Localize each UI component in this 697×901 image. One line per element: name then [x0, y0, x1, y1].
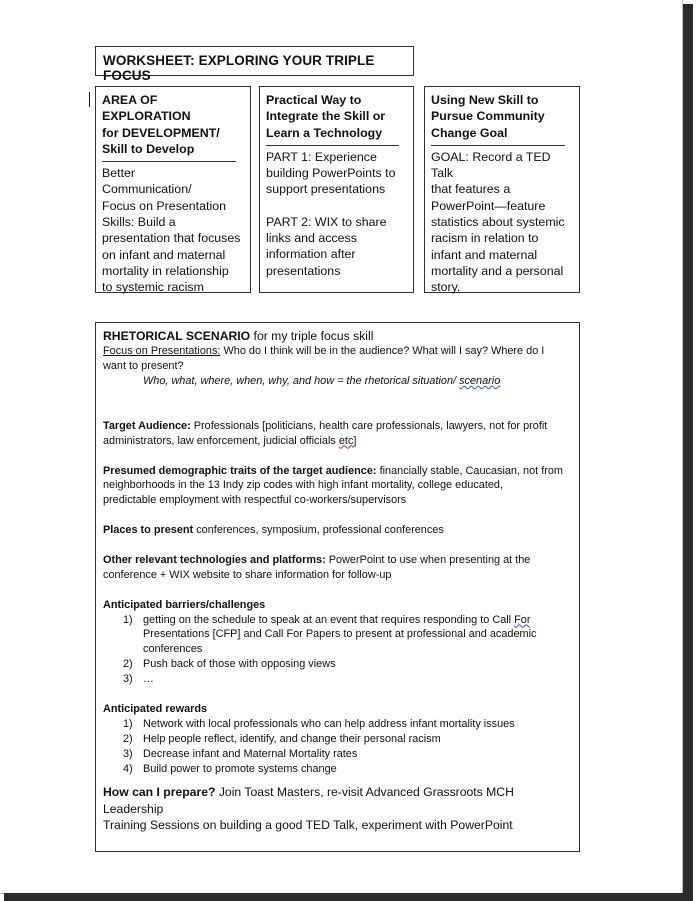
list-item: 1) Network with local professionals who can help address infant mortality issues: [123, 717, 515, 730]
prepare-paragraph: How can I prepare? Join Toast Masters, re-visit Advanced Grassroots MCH Leadership: [103, 785, 514, 816]
rewards-heading: Anticipated rewards: [103, 702, 208, 715]
target-audience: Target Audience: Professionals [politicians, health care professionals, lawyers, not for profit: [103, 419, 548, 432]
rhetorical-situation-line: Who, what, where, when, why, and how = the rhetorical situation/ scenario: [143, 375, 501, 388]
column-heading: AREA OF EXPLORATION for DEVELOPMENT/ Skill to Develop: [102, 93, 220, 156]
heading-rule: [102, 161, 236, 162]
page-shadow-bottom: [4, 893, 693, 901]
list-item: 3) …: [123, 673, 154, 686]
places-to-present: Places to present conferences, symposium, professional conferences: [103, 524, 444, 537]
part-2: PART 2: WIX to share links and access information after presentations: [266, 214, 387, 278]
page-shadow-right: [683, 4, 693, 897]
barriers-list: [103, 613, 572, 688]
column-community-change-goal: [424, 86, 580, 293]
scenario-heading: RHETORICAL SCENARIO for my triple focus skill: [103, 329, 374, 343]
rewards-list: [103, 717, 572, 777]
column-heading: Practical Way to Integrate the Skill or Learn a Technology: [266, 93, 386, 140]
column-heading: Using New Skill to Pursue Community Change Goal: [431, 93, 545, 140]
text-cursor: [89, 92, 90, 107]
heading-rule: [266, 145, 399, 146]
list-item: 3) Decrease infant and Maternal Mortality rates: [123, 747, 358, 760]
list-item: 2) Push back of those with opposing views: [123, 658, 336, 671]
heading-rule: [431, 145, 565, 146]
worksheet-title: WORKSHEET: EXPLORING YOUR TRIPLE FOCUS: [95, 46, 414, 76]
other-technologies: Other relevant technologies and platforms: PowerPoint to use when presenting at the: [103, 553, 531, 566]
barriers-heading: Anticipated barriers/challenges: [103, 598, 266, 611]
column-body: GOAL: Record a TED Talk that features a PowerPoint—feature statistics about systemic racism in relation to infant and maternal mortality and a personal story.: [431, 149, 565, 295]
part-1: PART 1: Experience building PowerPoints to support presentations: [266, 149, 396, 197]
list-item: 2) Help people reflect, identify, and change their personal racism: [123, 732, 441, 745]
list-item: 1) getting on the schedule to speak at an event that requires responding to Call For Presentations [CFP] and Call For Papers to present at professional and academic conferences: [123, 613, 537, 656]
demographic-traits: Presumed demographic traits of the target audience: financially stable, Caucasian, not from: [103, 464, 563, 477]
rhetorical-scenario-box: RHETORICAL SCENARIO for my triple focus skill Focus on Presentations: Who do I think will be in the audience? What will I say? Where do I want to present? Who, what, where, when, why, and how = the rhetorical situation/ scenario Target Audience: Professionals [politicians, health care professionals, lawyers, not for profit administrators, law enforcement, judicial officials etc] Presumed demographic traits of the target audience: financially stable, Caucasian, not from neighborhoods in the 13 Indy zip codes with high infant mortality, college educated, predictable employment with respectful co-workers/supervisors Places to present conferences, symposium, professional conferences Other relevant technologies and platforms: PowerPoint to use when presenting at the conference + WIX website to share information for follow-up Anticipated barriers/challenges 1) getting on the schedule to speak at an event that requires responding to Call For Presentations [CFP] and Call For Papers to present at professional and academic conferences 2) Push back of those with opposing views 3) … Anticipated rewards 1) Network with local professionals who can help address infant mortality issues 2) Help people reflect, identify, and change their personal racism 3) Decrease infant and Maternal Mortality rates 4) Build power to promote systems change How can I prepare? Join Toast Masters, re-visit Advanced Grassroots MCH Leadership Training Sessions on building a good TED Talk, experiment with PowerPoint: [95, 322, 580, 852]
column-area-of-exploration: [95, 86, 251, 293]
list-item: 4) Build power to promote systems change: [123, 762, 337, 775]
focus-paragraph: Focus on Presentations: Who do I think will be in the audience? What will I say? Where do I: [103, 345, 545, 358]
column-body: Better Communication/ Focus on Presentation Skills: Build a presentation that focuses on infant and maternal mortality in relationship to systemic racism: [102, 166, 241, 295]
column-practical-way: [259, 86, 414, 293]
